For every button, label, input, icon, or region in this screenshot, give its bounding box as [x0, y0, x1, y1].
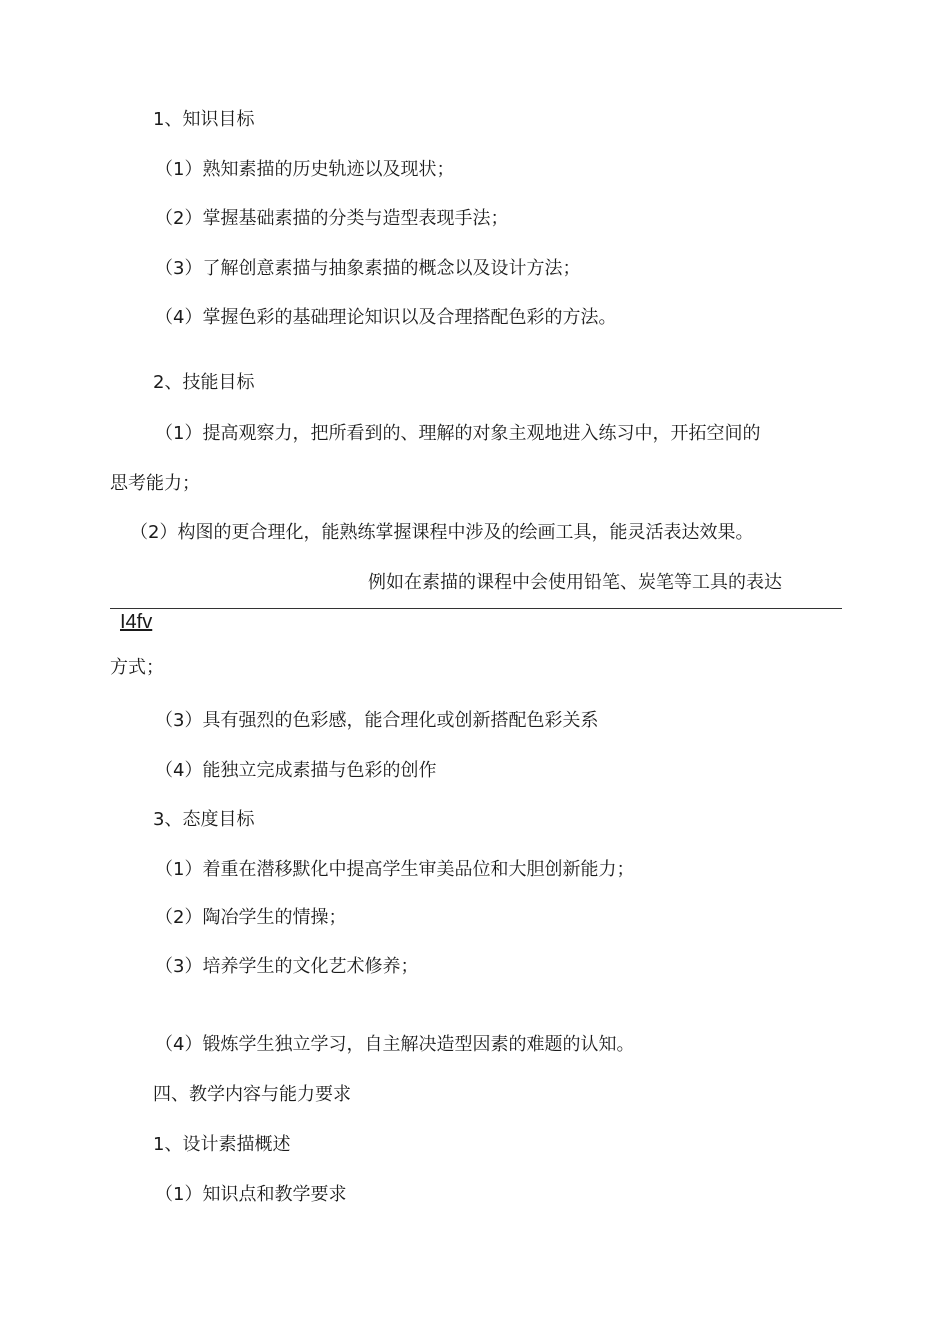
list-item: （1）知识点和教学要求 — [155, 1184, 347, 1205]
heading-knowledge-goals: 1、知识目标 — [153, 109, 255, 130]
list-item-continuation: 方式； — [110, 657, 164, 678]
list-item: （4）锻炼学生独立学习，自主解决造型因素的难题的认知。 — [155, 1034, 635, 1055]
list-item: （2）掌握基础素描的分类与造型表现手法； — [155, 208, 509, 229]
list-item: （1）提高观察力，把所看到的、理解的对象主观地进入练习中，开拓空间的 — [155, 423, 761, 444]
list-item: （2）陶冶学生的情操； — [155, 907, 347, 928]
list-item: （1）着重在潜移默化中提高学生审美品位和大胆创新能力； — [155, 859, 635, 880]
handwritten-mark: I4fv — [120, 611, 153, 633]
list-item: （3）了解创意素描与抽象素描的概念以及设计方法； — [155, 258, 581, 279]
list-item: （3）具有强烈的色彩感，能合理化或创新搭配色彩关系 — [155, 710, 599, 731]
section-heading: 四、教学内容与能力要求 — [153, 1084, 351, 1105]
heading-skill-goals: 2、技能目标 — [153, 372, 255, 393]
list-item: （3）培养学生的文化艺术修养； — [155, 956, 419, 977]
subsection-heading: 1、设计素描概述 — [153, 1134, 291, 1155]
list-item: （1）熟知素描的历史轨迹以及现状； — [155, 159, 455, 180]
list-item: （4）掌握色彩的基础理论知识以及合理搭配色彩的方法。 — [155, 307, 617, 328]
divider-line — [110, 608, 842, 609]
list-item: （2）构图的更合理化，能熟练掌握课程中涉及的绘画工具，能灵活表达效果。 — [130, 522, 754, 543]
list-item-continuation: 思考能力； — [110, 473, 200, 494]
heading-attitude-goals: 3、态度目标 — [153, 809, 255, 830]
list-item-continuation: 例如在素描的课程中会使用铅笔、炭笔等工具的表达 — [368, 572, 782, 593]
list-item: （4）能独立完成素描与色彩的创作 — [155, 760, 437, 781]
